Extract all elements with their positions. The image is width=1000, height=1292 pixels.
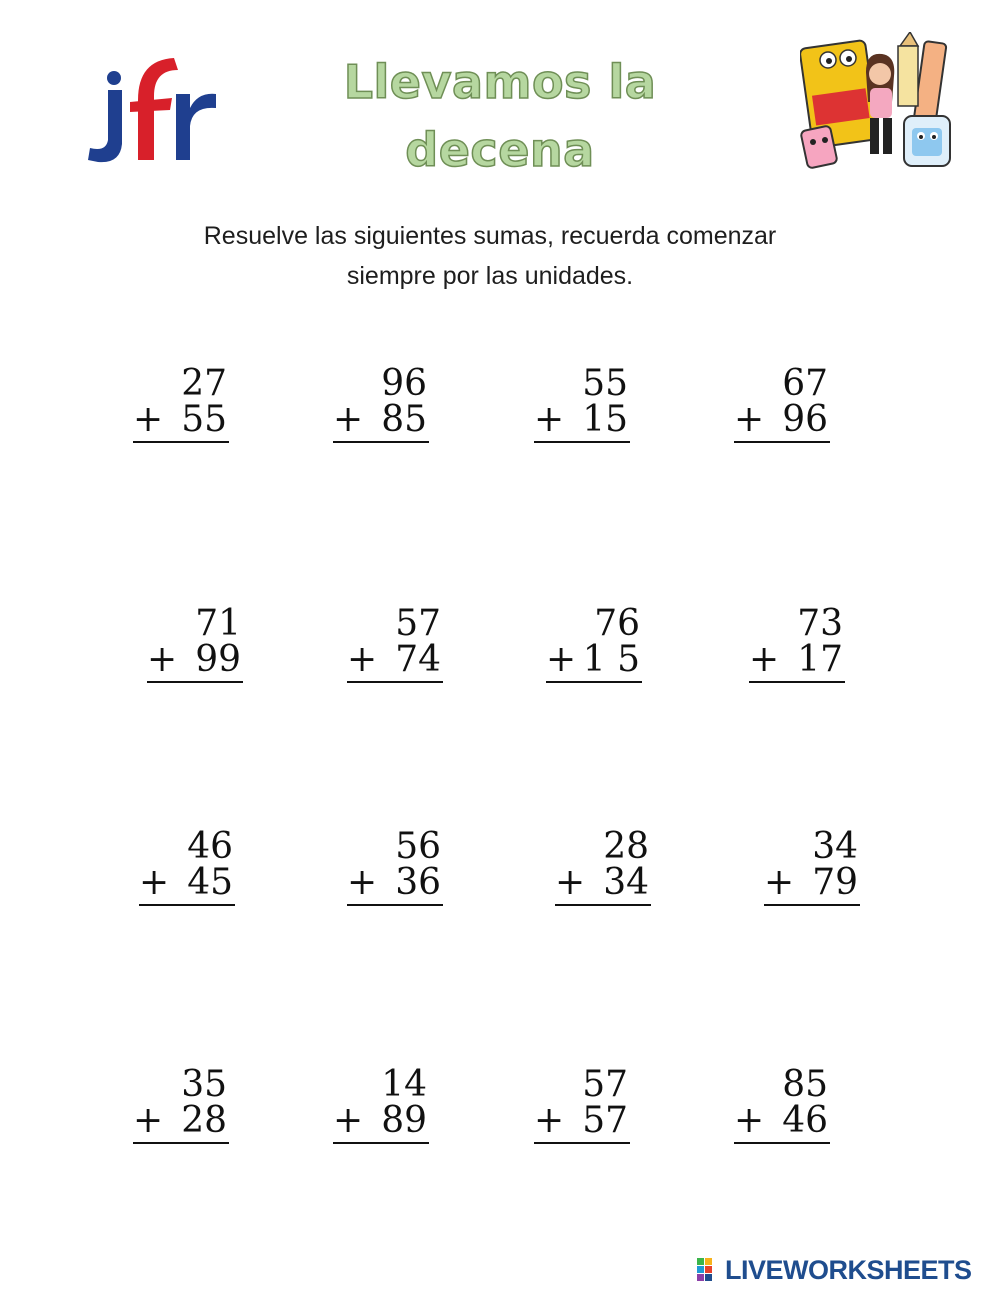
addition-problem-16[interactable]	[734, 1064, 830, 1144]
addition-problem-3[interactable]	[534, 363, 630, 443]
addend-bottom: 57	[582, 1100, 628, 1141]
instructions-line-2: siempre por las unidades.	[346, 262, 634, 290]
addend-top: 57	[395, 603, 441, 644]
jfr-logo-letters	[88, 58, 216, 162]
instructions	[120, 216, 860, 296]
addend-top: 71	[195, 603, 241, 644]
addend-bottom: 55	[181, 399, 227, 440]
addend-bottom-row	[734, 399, 830, 443]
addend-top: 34	[812, 826, 858, 867]
addend-bottom: 45	[187, 862, 233, 903]
addition-problem-2[interactable]	[333, 363, 429, 443]
addition-problem-12[interactable]	[764, 826, 860, 906]
addend-top: 73	[797, 603, 843, 644]
addend-bottom-row	[534, 399, 630, 443]
addend-top: 85	[782, 1064, 828, 1105]
addition-problem-5[interactable]	[147, 603, 243, 683]
instructions-line-1: Resuelve las siguientes sumas, recuerda comenzar	[203, 222, 777, 250]
addend-top: 27	[181, 363, 227, 404]
plus-sign: +	[333, 1100, 364, 1141]
addend-bottom-row	[139, 862, 235, 906]
addend-bottom: 36	[395, 862, 441, 903]
addend-bottom: 99	[195, 639, 241, 680]
jfr-logo	[80, 48, 230, 168]
addend-bottom: 15	[582, 399, 628, 440]
addend-top: 76	[594, 603, 640, 644]
addend-top: 35	[181, 1064, 227, 1105]
addend-bottom: 1 5	[582, 639, 640, 680]
title-line-1: Llevamos la	[343, 55, 657, 109]
addend-bottom-row	[347, 862, 443, 906]
plus-sign: +	[333, 399, 364, 440]
addition-problem-13[interactable]	[133, 1064, 229, 1144]
addend-bottom-row	[133, 1100, 229, 1144]
addend-top: 67	[782, 363, 828, 404]
addend-top: 55	[582, 363, 628, 404]
addend-top: 96	[381, 363, 427, 404]
addend-top: 46	[187, 826, 233, 867]
plus-sign: +	[139, 862, 170, 903]
plus-sign: +	[749, 639, 780, 680]
addition-problem-10[interactable]	[347, 826, 443, 906]
plus-sign: +	[133, 1100, 164, 1141]
addition-problem-7[interactable]	[546, 603, 642, 683]
plus-sign: +	[534, 399, 565, 440]
addend-bottom: 46	[782, 1100, 828, 1141]
liveworksheets-brand[interactable]	[697, 1252, 997, 1292]
addition-problem-15[interactable]	[534, 1064, 630, 1144]
addend-bottom-row	[333, 1100, 429, 1144]
addend-top: 28	[603, 826, 649, 867]
addend-top: 14	[381, 1064, 427, 1105]
addend-bottom-row	[734, 1100, 830, 1144]
addend-bottom: 85	[381, 399, 427, 440]
addend-bottom: 34	[603, 862, 649, 903]
addend-bottom-row	[347, 639, 443, 683]
addend-bottom-row	[546, 639, 642, 683]
addition-problem-11[interactable]	[555, 826, 651, 906]
addition-problem-6[interactable]	[347, 603, 443, 683]
addition-problem-14[interactable]	[333, 1064, 429, 1144]
liveworksheets-wordmark: LIVEWORKSHEETS	[725, 1255, 972, 1285]
plus-sign: +	[347, 639, 378, 680]
addition-problem-1[interactable]	[133, 363, 229, 443]
worksheet-title	[300, 48, 700, 184]
plus-sign: +	[347, 862, 378, 903]
addend-bottom-row	[133, 399, 229, 443]
addend-bottom-row	[147, 639, 243, 683]
plus-sign: +	[764, 862, 795, 903]
addition-problem-8[interactable]	[749, 603, 845, 683]
addend-bottom: 89	[381, 1100, 427, 1141]
plus-sign: +	[734, 399, 765, 440]
addend-bottom-row	[333, 399, 429, 443]
plus-sign: +	[734, 1100, 765, 1141]
liveworksheets-icon	[697, 1258, 721, 1282]
addend-bottom: 74	[395, 639, 441, 680]
title-line-2: decena	[405, 123, 595, 177]
plus-sign: +	[546, 639, 577, 680]
plus-sign: +	[555, 862, 586, 903]
addend-bottom: 17	[797, 639, 843, 680]
addend-bottom: 96	[782, 399, 828, 440]
plus-sign: +	[534, 1100, 565, 1141]
school-supplies-illustration	[800, 32, 960, 192]
plus-sign: +	[133, 399, 164, 440]
addend-bottom-row	[555, 862, 651, 906]
addend-bottom-row	[749, 639, 845, 683]
addend-bottom-row	[764, 862, 860, 906]
plus-sign: +	[147, 639, 178, 680]
addend-bottom: 79	[812, 862, 858, 903]
addition-problem-4[interactable]	[734, 363, 830, 443]
addend-top: 56	[395, 826, 441, 867]
addend-bottom-row	[534, 1100, 630, 1144]
addition-problem-9[interactable]	[139, 826, 235, 906]
addend-bottom: 28	[181, 1100, 227, 1141]
addend-top: 57	[582, 1064, 628, 1105]
